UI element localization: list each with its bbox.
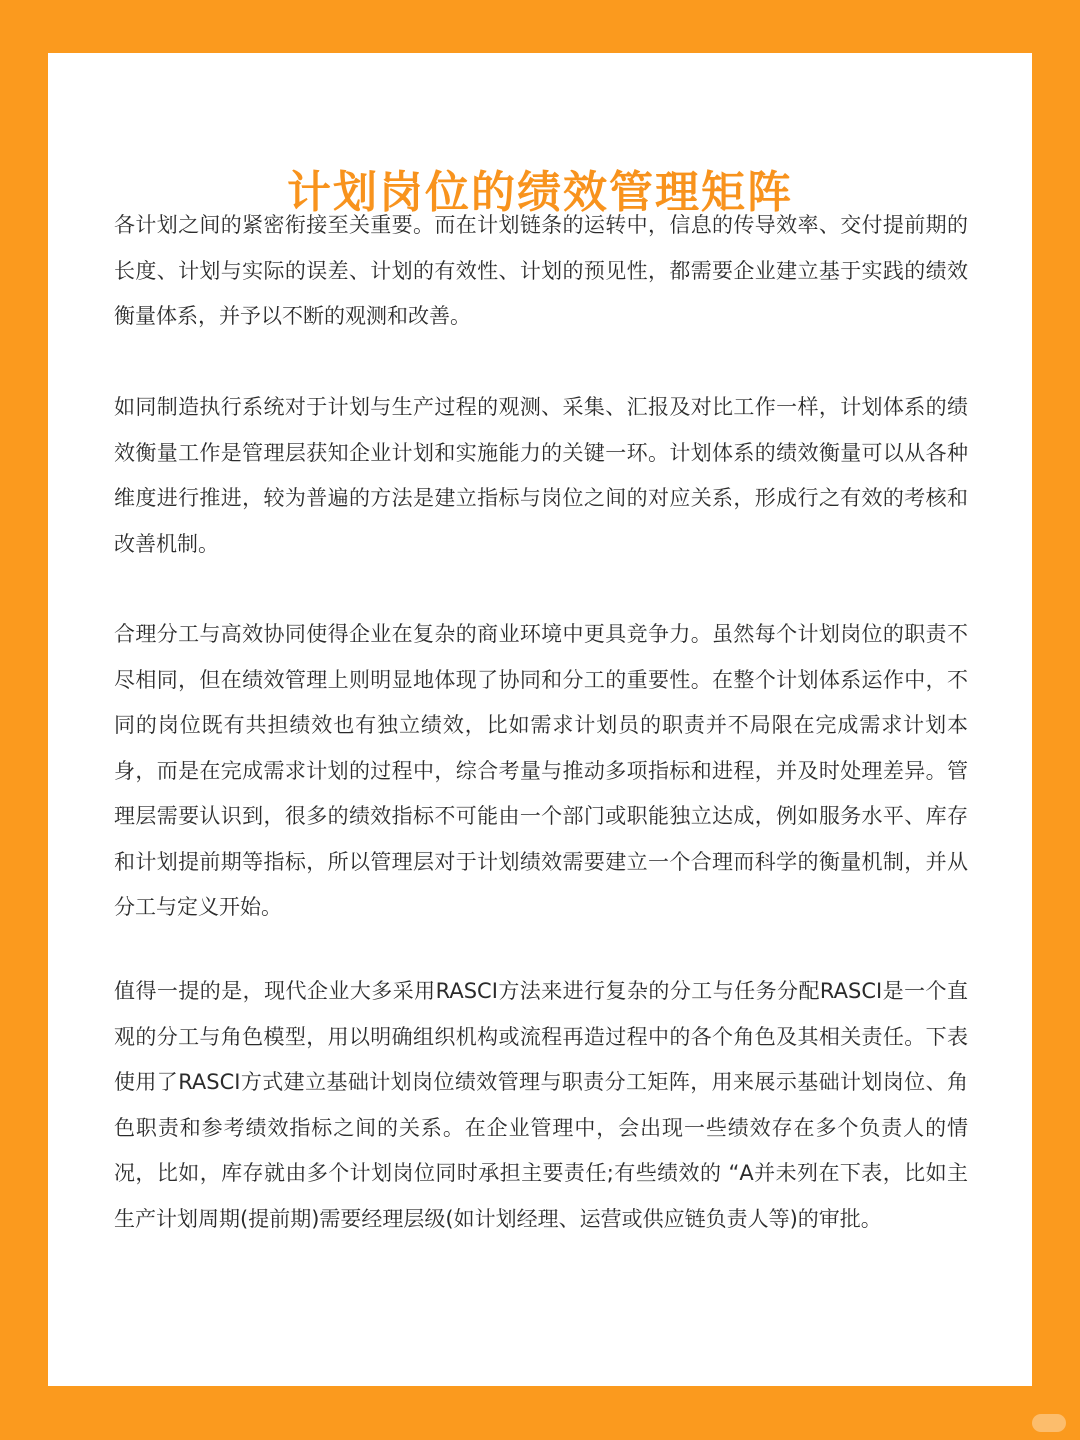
- paragraph-3: 合理分工与高效协同使得企业在复杂的商业环境中更具竞争力。虽然每个计划岗位的职责不尽相同，但在绩效管理上则明显地体现了协同和分工的重要性。在整个计划体系运作中，不同的岗位既有共担绩效也有独立绩效，比如需求计划员的职责并不局限在完成需求计划本身，而是在完成需求计划的过程中，综合考量与推动多项指标和进程，并及时处理差异。管理层需要认识到，很多的绩效指标不可能由一个部门或职能独立达成，例如服务水平、库存和计划提前期等指标，所以管理层对于计划绩效需要建立一个合理而科学的衡量机制，并从分工与定义开始。: [114, 622, 968, 919]
- paragraph-2: 如同制造执行系统对于计划与生产过程的观测、采集、汇报及对比工作一样，计划体系的绩效衡量工作是管理层获知企业计划和实施能力的关键一环。计划体系的绩效衡量可以从各种维度进行推进，较为普遍的方法是建立指标与岗位之间的对应关系，形成行之有效的考核和改善机制。: [114, 395, 968, 556]
- paragraph-1: 各计划之间的紧密衔接至关重要。而在计划链条的运转中，信息的传导效率、交付提前期的长度、计划与实际的误差、计划的有效性、计划的预见性，都需要企业建立基于实践的绩效衡量体系，并予以不断的观测和改善。: [114, 213, 968, 328]
- watermark-badge: [1032, 1414, 1066, 1432]
- content-card: [48, 53, 1032, 1386]
- paragraph-4: 值得一提的是，现代企业大多采用RASCI方法来进行复杂的分工与任务分配RASCI是一个直观的分工与角色模型，用以明确组织机构或流程再造过程中的各个角色及其相关责任。下表使用了RASCI方式建立基础计划岗位绩效管理与职责分工矩阵，用来展示基础计划岗位、角色职责和参考绩效指标之间的关系。在企业管理中，会出现一些绩效存在多个负责人的情况，比如，库存就由多个计划岗位同时承担主要责任;有些绩效的 “A并未列在下表，比如主生产计划周期(提前期)需要经理层级(如计划经理、运营或供应链负责人等)的审批。: [114, 979, 968, 1231]
- page-title: 计划岗位的绩效管理矩阵: [287, 167, 793, 218]
